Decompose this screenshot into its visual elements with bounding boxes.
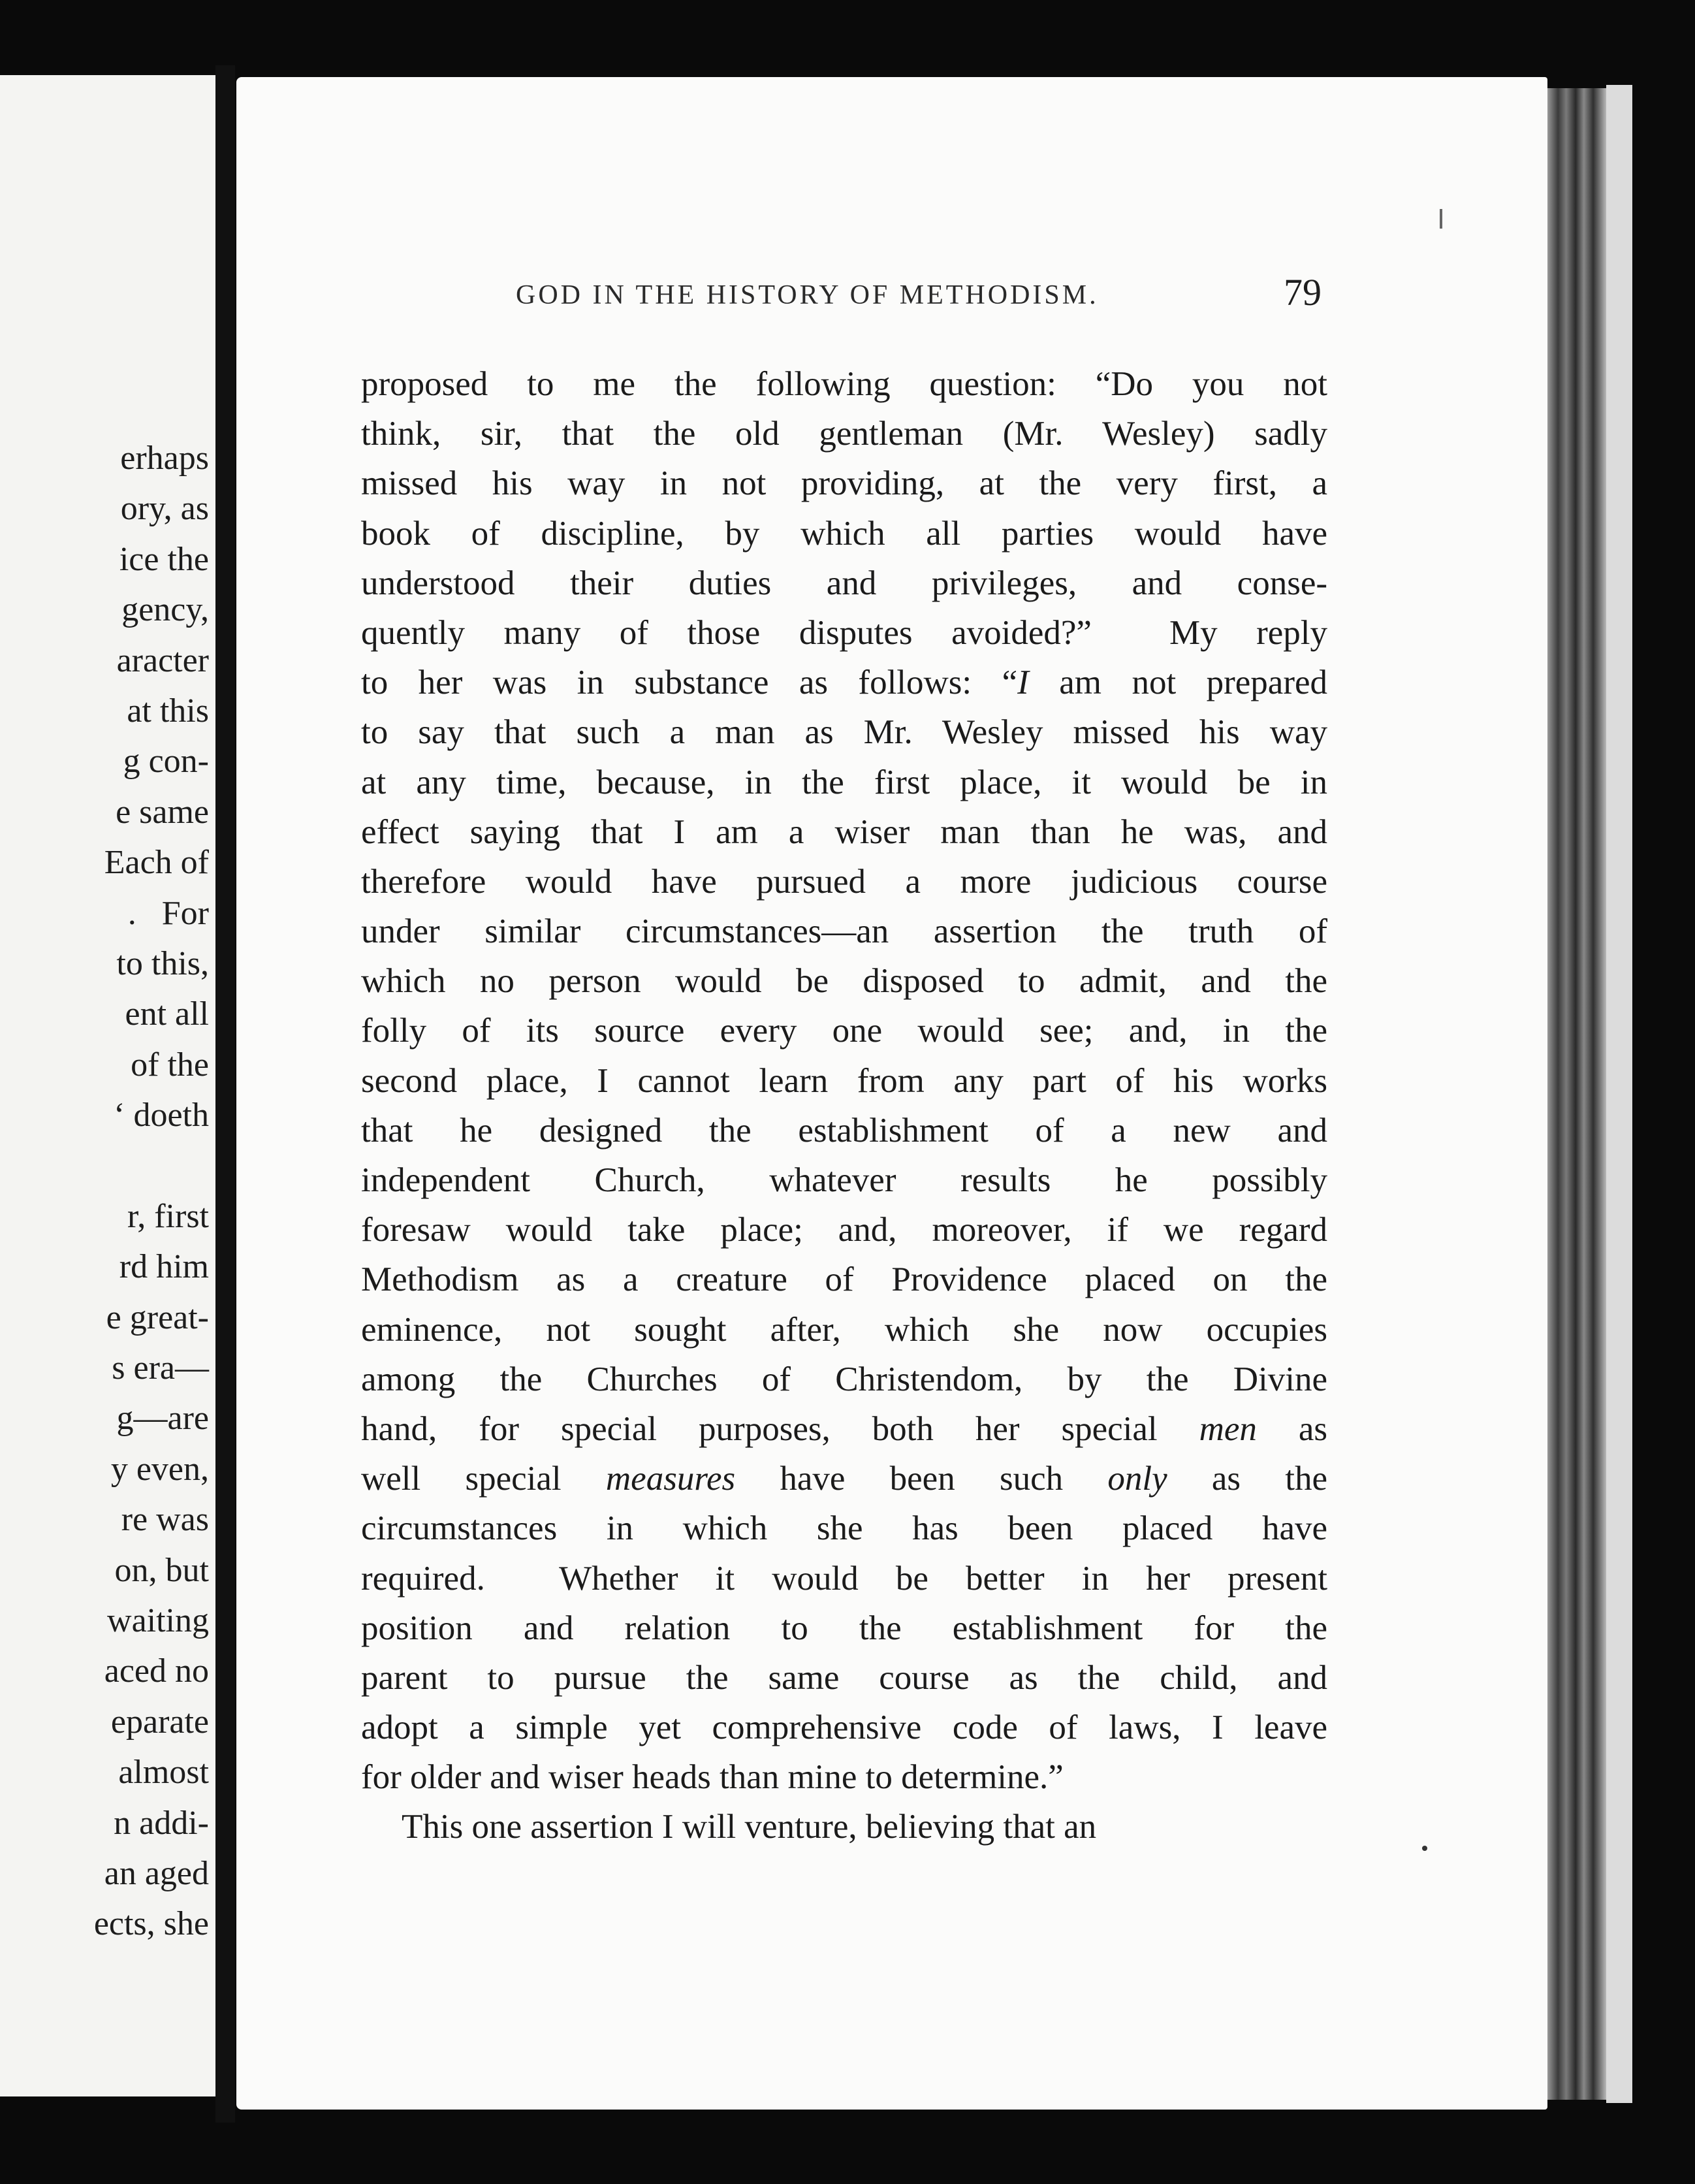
facing-page-text <box>94 433 209 1950</box>
text-line <box>361 956 1327 1006</box>
facing-page-line: almost <box>118 1754 209 1791</box>
page-number: 79 <box>1284 271 1322 313</box>
italic-text: measures <box>605 1460 736 1498</box>
facing-page-line <box>94 1140 209 1191</box>
book-gutter <box>215 65 235 2123</box>
text-segment: understood their duties and privileges, and conse- <box>361 564 1327 602</box>
text-segment: think, sir, that the old gentleman (Mr. Wesley) sadly <box>361 415 1327 453</box>
facing-page-line: s era— <box>112 1349 209 1387</box>
text-segment: among the Churches of Christendom, by the Divine <box>361 1360 1327 1398</box>
facing-page-line: g—are <box>116 1400 209 1437</box>
text-line <box>361 359 1327 409</box>
facing-page-line: gency, <box>121 591 209 629</box>
text-segment: that he designed the establishment of a new and <box>361 1111 1327 1149</box>
facing-page-line: at this <box>127 692 209 730</box>
text-segment: proposed to me the following question: “Do you not <box>361 365 1327 403</box>
text-line <box>361 1355 1327 1404</box>
text-line <box>361 1703 1327 1752</box>
text-segment: to say that such a man as Mr. Wesley missed his way <box>361 713 1327 752</box>
text-line <box>361 1404 1327 1454</box>
text-segment: quently many of those disputes avoided?” My reply <box>361 613 1327 652</box>
facing-page-line: of the <box>131 1046 209 1084</box>
facing-page-line: g con- <box>123 743 209 780</box>
book-cover-edge <box>1606 85 1632 2103</box>
text-line <box>361 1106 1327 1155</box>
text-segment: as the <box>1167 1460 1327 1498</box>
text-line <box>361 1603 1327 1653</box>
facing-page-line: n addi- <box>114 1804 209 1842</box>
facing-page-line: re was <box>121 1501 209 1539</box>
text-line <box>361 1255 1327 1304</box>
text-segment: adopt a simple yet comprehensive code of laws, I leave <box>361 1709 1327 1747</box>
text-segment: under similar circumstances—an assertion the truth of <box>361 912 1327 951</box>
text-line <box>361 658 1327 707</box>
text-line <box>361 807 1327 857</box>
facing-page-line: erhaps <box>120 440 209 477</box>
text-segment: hand, for special purposes, both her special <box>361 1409 1199 1448</box>
text-segment: position and relation to the establishment for the <box>361 1609 1327 1647</box>
text-segment: am not prepared <box>1028 664 1327 702</box>
facing-page-line: ects, she <box>93 1905 209 1943</box>
text-segment: as <box>1256 1409 1327 1448</box>
text-segment: which no person would be disposed to admit, and the <box>361 962 1327 1001</box>
facing-page-line: an aged <box>104 1854 209 1892</box>
text-line <box>361 1503 1327 1553</box>
text-line <box>361 409 1327 458</box>
text-line <box>361 1205 1327 1255</box>
page-edges <box>1547 88 1606 2100</box>
text-line <box>361 1554 1327 1603</box>
text-line <box>361 1006 1327 1055</box>
running-head: GOD IN THE HISTORY OF METHODISM. <box>516 280 1099 310</box>
text-segment: missed his way in not providing, at the very first, a <box>361 464 1327 503</box>
text-line <box>361 1653 1327 1703</box>
text-segment: effect saying that I am a wiser man than he was, and <box>361 812 1327 851</box>
text-segment: required. Whether it would be better in her present <box>361 1559 1327 1598</box>
text-segment: second place, I cannot learn from any part of his works <box>361 1061 1327 1100</box>
facing-page-line: eparate <box>110 1703 209 1741</box>
text-segment: to her was in substance as follows: “ <box>361 664 1018 702</box>
text-line <box>361 558 1327 608</box>
text-segment: therefore would have pursued a more judicious course <box>361 862 1327 901</box>
text-line <box>361 1056 1327 1106</box>
text-line <box>361 1305 1327 1355</box>
facing-page-line: waiting <box>107 1601 209 1639</box>
facing-page-line: ice the <box>119 540 209 578</box>
text-segment: for older and wiser heads than mine to determine.” <box>361 1758 1064 1797</box>
facing-page-line: aracter <box>116 641 209 679</box>
facing-page-line: . For <box>127 894 209 932</box>
text-line <box>361 1454 1327 1503</box>
facing-page-line: Each of <box>104 844 209 882</box>
facing-page-line: aced no <box>104 1652 209 1690</box>
text-segment: This one assertion I will venture, believing that an <box>402 1808 1097 1846</box>
facing-page-line: y even, <box>110 1450 209 1488</box>
text-line <box>361 707 1327 757</box>
text-segment: book of discipline, by which all parties would have <box>361 514 1327 553</box>
facing-page-line: ‘ doeth <box>114 1097 209 1134</box>
italic-text: I <box>1017 664 1029 702</box>
text-line <box>361 608 1327 658</box>
text-line <box>361 509 1327 558</box>
italic-text: men <box>1199 1409 1257 1448</box>
text-line <box>361 458 1327 508</box>
facing-page-line: to this, <box>116 944 209 982</box>
text-segment: independent Church, whatever results he possibly <box>361 1161 1327 1199</box>
text-segment: folly of its source every one would see; and, in the <box>361 1012 1327 1050</box>
scan-speck <box>1422 1846 1427 1851</box>
text-segment: eminence, not sought after, which she now occupies <box>361 1310 1327 1349</box>
body-text <box>361 359 1327 1852</box>
text-segment: parent to pursue the same course as the child, and <box>361 1658 1327 1697</box>
text-segment: well special <box>361 1460 606 1498</box>
text-line <box>361 758 1327 807</box>
facing-page-left <box>0 75 215 2096</box>
facing-page-line: rd him <box>119 1248 209 1286</box>
facing-page-line: on, but <box>114 1551 209 1589</box>
facing-page-line: ent all <box>125 995 209 1033</box>
facing-page-line: r, first <box>127 1197 209 1235</box>
text-segment: Methodism as a creature of Providence placed on the <box>361 1261 1327 1299</box>
facing-page-line: e great- <box>106 1298 209 1336</box>
text-segment: have been such <box>735 1460 1108 1498</box>
scan-speck <box>1440 209 1442 229</box>
text-segment: circumstances in which she has been placed have <box>361 1509 1327 1548</box>
italic-text: only <box>1107 1460 1167 1498</box>
facing-page-line: ory, as <box>120 490 209 528</box>
text-segment: at any time, because, in the first place, it would be in <box>361 763 1327 801</box>
text-line <box>361 1802 1327 1852</box>
text-line <box>361 1155 1327 1205</box>
facing-page-line: e same <box>116 793 209 831</box>
text-segment: foresaw would take place; and, moreover, if we regard <box>361 1211 1327 1249</box>
text-line <box>361 1752 1327 1802</box>
text-line <box>361 907 1327 956</box>
text-line <box>361 857 1327 907</box>
